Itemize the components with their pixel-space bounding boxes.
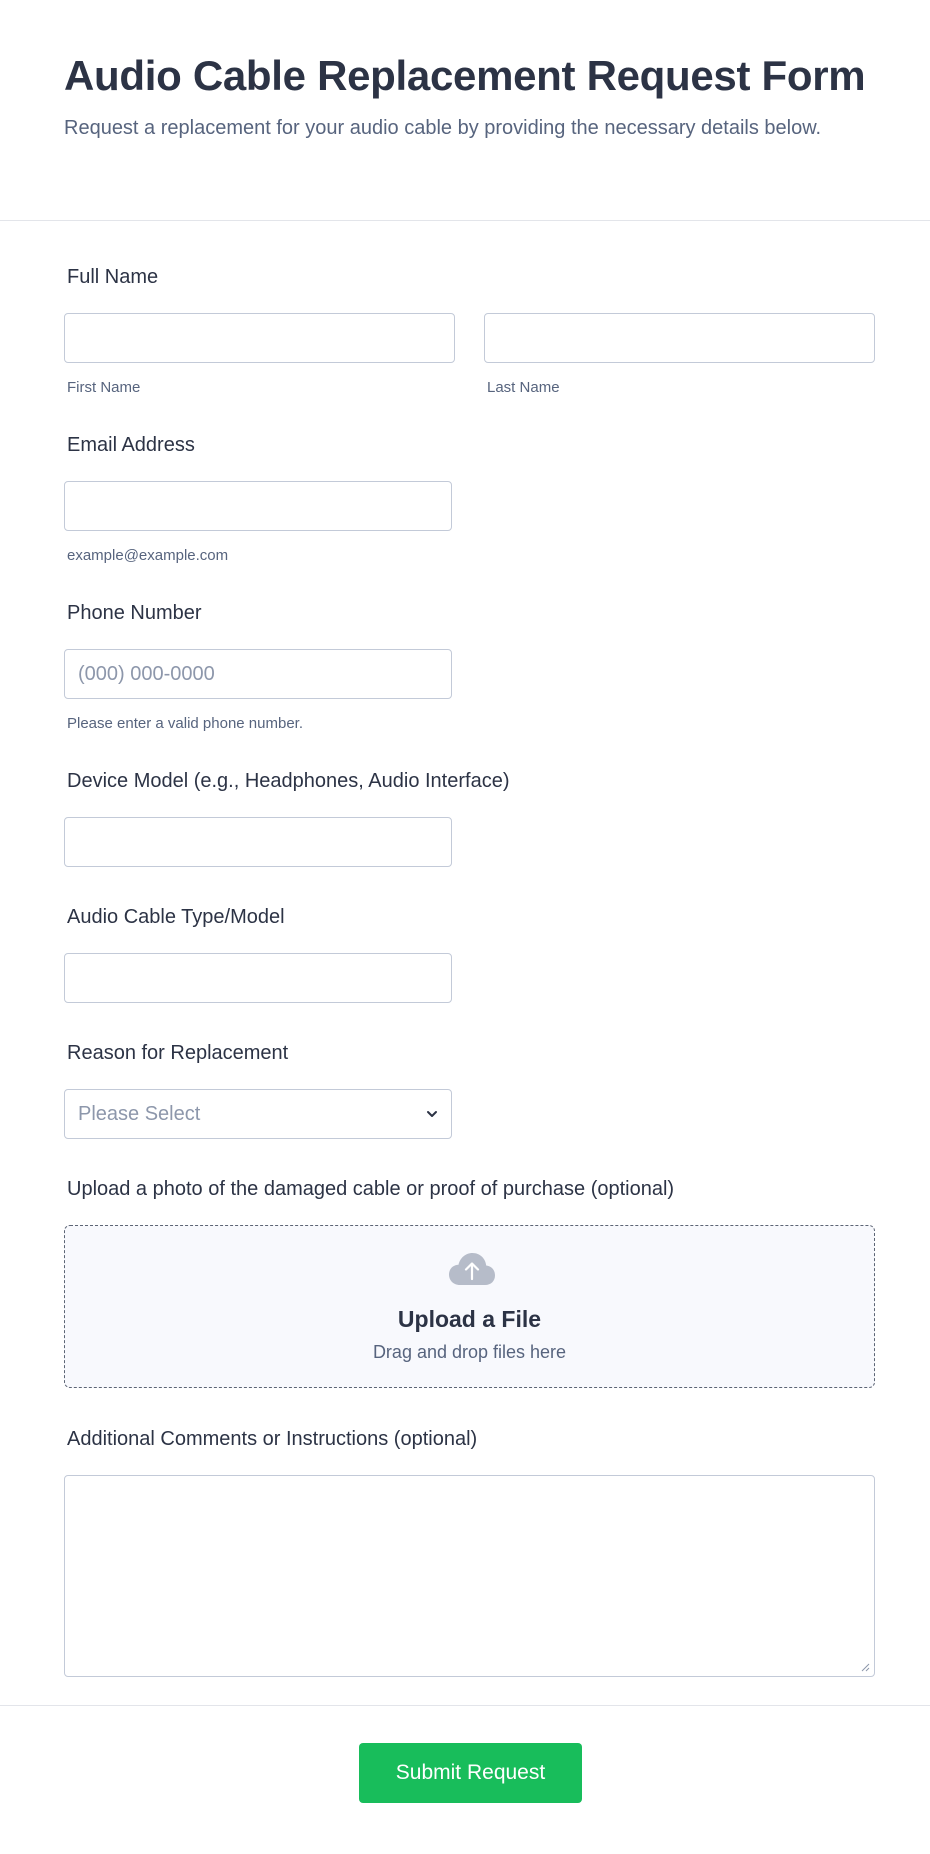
upload-label: Upload a photo of the damaged cable or proof of purchase (optional) (67, 1178, 675, 1200)
file-upload-dropzone[interactable] (64, 1225, 875, 1388)
full-name-label: Full Name (67, 266, 159, 288)
reason-label: Reason for Replacement (67, 1042, 289, 1064)
last-name-input[interactable] (484, 313, 875, 363)
page-subtitle: Request a replacement for your audio cable by providing the necessary details below. (64, 117, 822, 139)
cloud-upload-icon (448, 1252, 496, 1286)
first-name-input[interactable] (64, 313, 455, 363)
last-name-sublabel: Last Name (487, 379, 560, 396)
email-label: Email Address (67, 434, 195, 456)
email-input[interactable] (64, 481, 452, 531)
chevron-down-icon (425, 1107, 439, 1121)
phone-sublabel: Please enter a valid phone number. (67, 715, 303, 732)
device-model-input[interactable] (64, 817, 452, 867)
reason-select[interactable] (64, 1089, 452, 1139)
reason-selected-value: Please Select (78, 1102, 201, 1125)
comments-textarea[interactable] (64, 1475, 875, 1677)
resize-grip-icon[interactable] (860, 1662, 870, 1672)
cable-type-input[interactable] (64, 953, 452, 1003)
submit-button[interactable]: Submit Request (359, 1743, 582, 1803)
cable-type-label: Audio Cable Type/Model (67, 906, 285, 928)
page-title: Audio Cable Replacement Request Form (64, 52, 866, 99)
phone-label: Phone Number (67, 602, 202, 624)
form-footer (0, 1705, 930, 1853)
comments-label: Additional Comments or Instructions (optional) (67, 1428, 478, 1450)
upload-title: Upload a File (397, 1306, 542, 1332)
phone-placeholder: (000) 000-0000 (78, 662, 215, 685)
form-body (0, 221, 930, 1705)
email-sublabel: example@example.com (67, 547, 229, 564)
upload-subtitle: Drag and drop files here (372, 1342, 567, 1362)
first-name-sublabel: First Name (67, 379, 141, 396)
form-header (0, 0, 930, 221)
phone-input[interactable] (64, 649, 452, 699)
device-model-label: Device Model (e.g., Headphones, Audio Interface) (67, 770, 510, 792)
